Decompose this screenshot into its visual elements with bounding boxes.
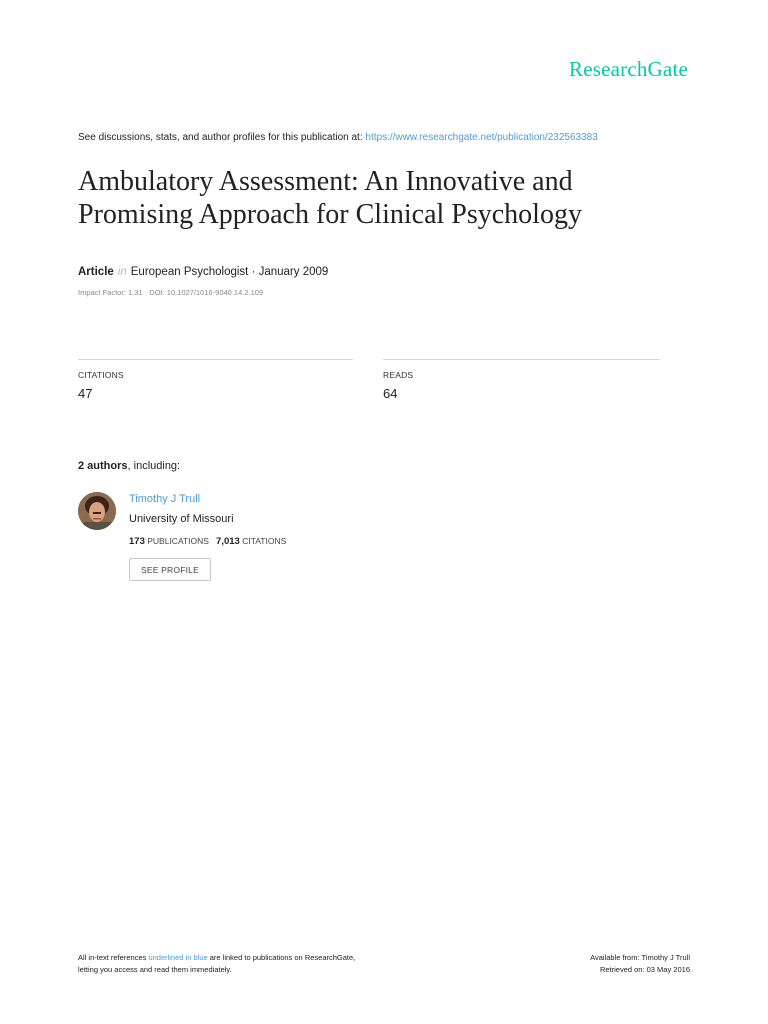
citations-value: 47 bbox=[78, 386, 93, 401]
footer-availability bbox=[590, 952, 690, 976]
discussion-note bbox=[78, 132, 598, 143]
footer-underline-note: underlined in blue bbox=[148, 953, 208, 962]
paper-title bbox=[78, 165, 698, 231]
citations-divider bbox=[78, 359, 353, 360]
author-name-link[interactable]: Timothy J Trull bbox=[129, 493, 201, 505]
authors-heading bbox=[78, 460, 180, 472]
researchgate-logo[interactable]: ResearchGate bbox=[569, 57, 688, 81]
author-citations-label: CITATIONS bbox=[242, 536, 287, 546]
authors-count: 2 authors bbox=[78, 460, 128, 472]
author-publications-count: 173 bbox=[129, 536, 145, 547]
footer-text-line2: letting you access and read them immediately. bbox=[78, 965, 232, 974]
footer-text-b: are linked to publications on ResearchGate, bbox=[207, 953, 356, 962]
author-photo-icon bbox=[78, 492, 116, 530]
citations-label: CITATIONS bbox=[78, 370, 124, 380]
author-stats bbox=[129, 536, 286, 547]
discussion-prefix: See discussions, stats, and author profiles for this publication at: bbox=[78, 132, 366, 143]
author-publications-label: PUBLICATIONS bbox=[147, 536, 209, 546]
impact-doi: Impact Factor: 1.31 · DOI: 10.1027/1016-9040.14.2.109 bbox=[78, 288, 264, 297]
retrieved-on: Retrieved on: 03 May 2016 bbox=[599, 965, 690, 974]
author-avatar[interactable] bbox=[78, 492, 116, 530]
footer-note bbox=[78, 952, 355, 976]
author-citations-count: 7,013 bbox=[216, 536, 240, 547]
title-line-2: Promising Approach for Clinical Psychology bbox=[78, 199, 582, 230]
publication-link[interactable]: https://www.researchgate.net/publication/232563383 bbox=[365, 132, 598, 143]
in-word: in bbox=[117, 266, 127, 278]
reads-divider bbox=[383, 359, 660, 360]
reads-value: 64 bbox=[383, 386, 398, 401]
authors-suffix: , including: bbox=[127, 460, 181, 472]
article-type: Article bbox=[78, 266, 114, 278]
available-from: Available from: Timothy J Trull bbox=[590, 953, 690, 962]
see-profile-button[interactable]: SEE PROFILE bbox=[129, 558, 211, 581]
title-line-1: Ambulatory Assessment: An Innovative and bbox=[78, 166, 573, 197]
journal-date: European Psychologist · January 2009 bbox=[130, 266, 329, 278]
reads-label: READS bbox=[383, 370, 414, 380]
publication-meta bbox=[78, 266, 328, 278]
footer-text-a: All in-text references bbox=[78, 953, 149, 962]
author-institution: University of Missouri bbox=[129, 513, 234, 525]
